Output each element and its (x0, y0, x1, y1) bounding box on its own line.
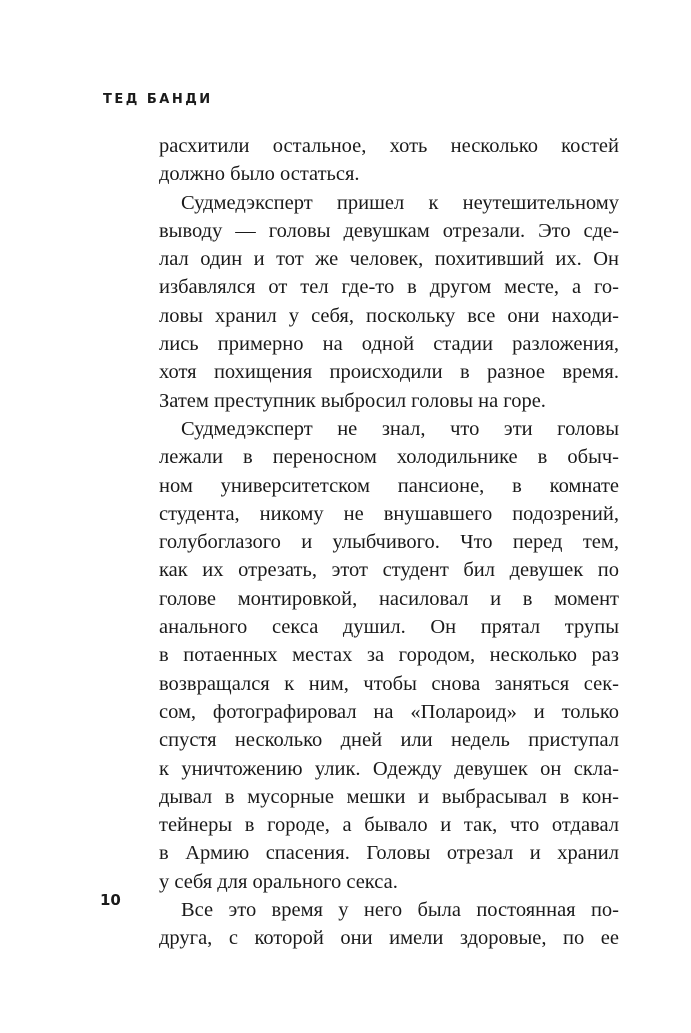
text-line: в Армию спасения. Головы отрезал и хранил (159, 842, 619, 865)
text-line: лежали в переносном холодильнике в обыч- (159, 446, 619, 469)
text-line: лал один и тот же человек, похитивший их. Он (159, 248, 619, 271)
text-line: расхитили остальное, хоть несколько костей (159, 135, 619, 157)
text-line: ловы хранил у себя, поскольку все они находи- (159, 304, 619, 327)
text-line: Судмедэксперт не знал, что эти головы (181, 417, 619, 440)
text-line: избавлялся от тел где-то в другом месте, а го- (159, 276, 619, 299)
text-line: Судмедэксперт пришел к неутешительному (181, 191, 619, 214)
text-line: голубоглазого и улыбчивого. Что перед тем, (159, 531, 619, 554)
text-line: должно было остаться. (159, 163, 360, 186)
text-line: тейнеры в городе, а бывало и так, что отдавал (159, 814, 619, 837)
text-line: голове монтировкой, насиловал и в момент (159, 587, 619, 610)
text-line: к уничтожению улик. Одежду девушек он скла- (159, 757, 619, 780)
text-line: возвращался к ним, чтобы снова заняться сек- (159, 672, 619, 695)
text-line: сом, фотографировал на «Полароид» и только (159, 700, 619, 723)
running-head: ТЕД БАНДИ (103, 92, 213, 107)
text-line: Все это время у него была постоянная по- (181, 899, 619, 922)
text-line: у себя для орального секса. (159, 870, 398, 893)
text-line: дывал в мусорные мешки и выбрасывал в кон- (159, 785, 619, 808)
text-line: друга, с которой они имели здоровые, по ее (159, 927, 619, 950)
page-number: 10 (100, 891, 121, 909)
text-line: лись примерно на одной стадии разложения, (159, 333, 619, 356)
text-line: в потаенных местах за городом, несколько раз (159, 644, 619, 667)
text-line: хотя похищения происходили в разное время. (159, 361, 619, 384)
text-line: студента, никому не внушавшего подозрений, (159, 502, 619, 525)
text-line: спустя несколько дней или недель приступал (159, 729, 619, 752)
text-line: как их отрезать, этот студент бил девушек по (159, 559, 619, 582)
text-line: выводу — головы девушкам отрезали. Это сде- (159, 219, 619, 242)
text-line: ном университетском пансионе, в комнате (159, 474, 619, 497)
body-text (159, 132, 619, 953)
text-line: анального секса душил. Он прятал трупы (159, 616, 619, 639)
text-line: Затем преступник выбросил головы на горе. (159, 389, 546, 412)
